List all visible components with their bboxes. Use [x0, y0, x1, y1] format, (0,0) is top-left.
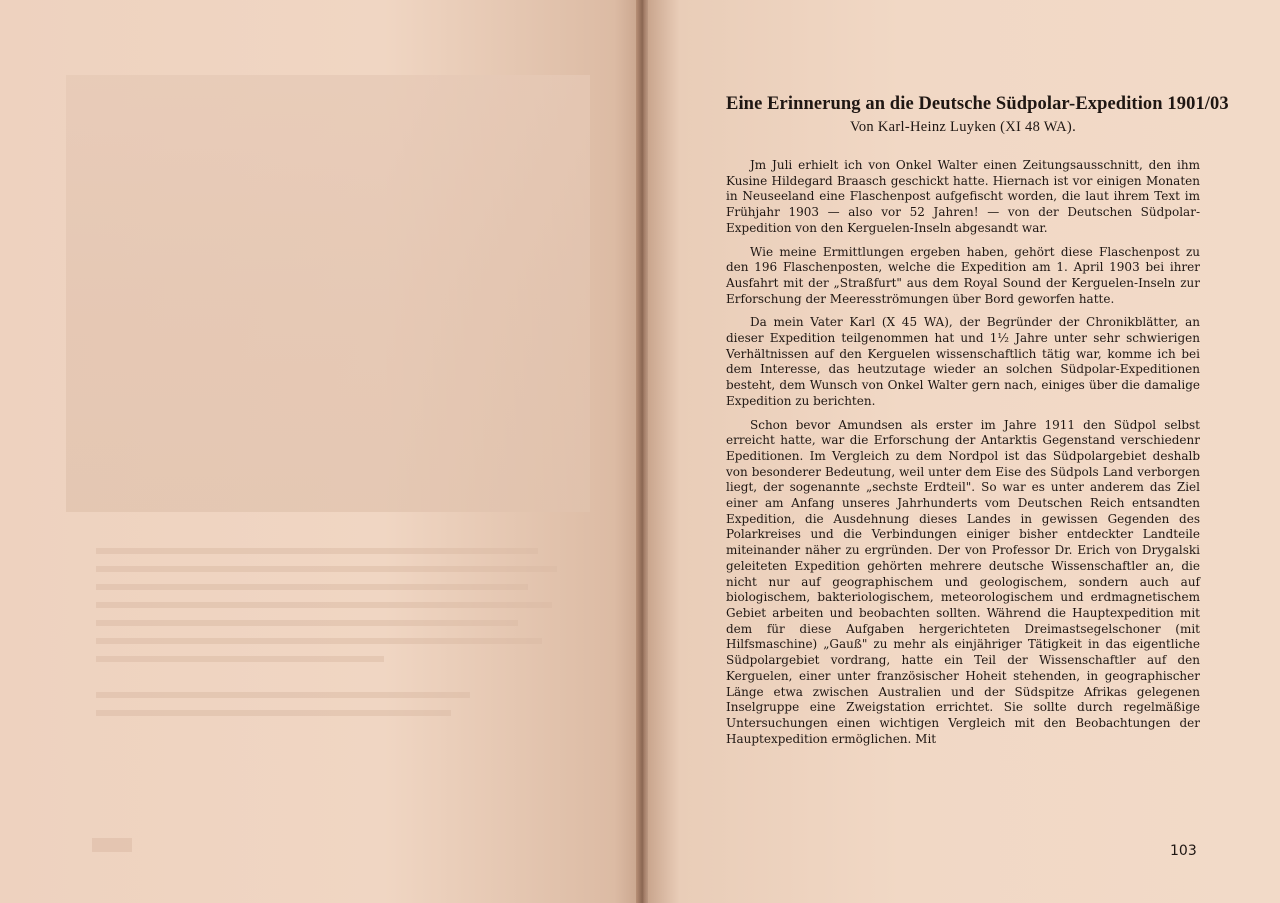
bleed-through-image: [66, 75, 590, 512]
paragraph: Schon bevor Amundsen als erster im Jahre 1911 den Südpol selbst erreicht hatte, war die Erforschung der Antarktis Gegenstand verschiedenr Epeditionen. Im Vergleich zu dem Nordpol ist das Südpolargebiet deshalb von besonderer Bedeutung, weil unter dem Eise des Südpols Land verborgen liegt, der sogenannte „sechste Erdteil". So war es unter anderem das Ziel einer am Anfang unseres Jahrhunderts vom Deutschen Reich entsandten Expedition, die Ausdehnung dieses Landes in gewissen Gegenden des Polarkreises und die Verbindungen einiger bisher entdeckter Landteile miteinander näher zu ergründen. Der von Professor Dr. Erich von Drygalski geleiteten Expedition gehörten mehrere deutsche Wissenschaftler an, die nicht nur auf geographischem und geologischem, sondern auch auf biologischem, bakteriologischem, meteorologischem und erdmagnetischem Gebiet arbeiten und beobachten sollten. Während die Hauptexpedition mit dem für diese Aufgaben hergerichteten Dreimastsegelschoner (mit Hilfsmaschine) „Gauß" zu mehr als einjähriger Tätigkeit in das eigentliche Südpolargebiet vordrang, hatte ein Teil der Wissenschaftler auf den Kerguelen, einer unter französischer Hoheit stehenden, in geographischer Länge etwa zwischen Australien und der Südspitze Afrikas gelegenen Inselgruppe eine Zweigstation errichtet. Sie sollte durch regelmäßige Untersuchungen einen wichtigen Vergleich mit den Beobachtungen der Hauptexpedition ermöglichen. Mit: [726, 417, 1200, 746]
paragraph: Jm Juli erhielt ich von Onkel Walter einen Zeitungsausschnitt, den ihm Kusine Hildegard Braasch geschickt hatte. Hiernach ist vor einigen Monaten in Neuseeland eine Flaschenpost aufgefischt worden, die laut ihrem Text im Frühjahr 1903 — also vor 52 Jahren! — von der Deutschen Südpolar-Expedition von den Kerguelen-Inseln abgesandt war.: [726, 158, 1200, 235]
paragraph: Wie meine Ermittlungen ergeben haben, gehört diese Flaschenpost zu den 196 Flaschenposten, welche die Expedition am 1. April 1903 bei ihrer Ausfahrt mit der „Straßfurt" aus dem Royal Sound der Kerguelen-Inseln zur Erforschung der Meeresströmungen über Bord geworfen hatte.: [726, 244, 1200, 306]
article-title: Eine Erinnerung an die Deutsche Südpolar-Expedition 1901/03: [726, 94, 1229, 114]
page-number: 103: [1170, 843, 1197, 859]
article-byline: Von Karl-Heinz Luyken (XI 48 WA).: [849, 119, 1076, 135]
paragraph: Da mein Vater Karl (X 45 WA), der Begründer der Chronikblätter, an dieser Expedition teilgenommen hat und 1½ Jahre unter sehr schwierigen Verhältnissen auf den Kerguelen wissenschaftlich tätig war, komme ich bei dem Interesse, das heutzutage wieder an solchen Südpolar-Expeditionen besteht, dem Wunsch von Onkel Walter gern nach, einiges über die damalige Expedition zu berichten.: [726, 315, 1200, 408]
article: [726, 94, 1229, 755]
article-body: [726, 158, 1200, 747]
bleed-through-page-number: [92, 838, 132, 852]
bleed-through-text: [96, 548, 576, 728]
